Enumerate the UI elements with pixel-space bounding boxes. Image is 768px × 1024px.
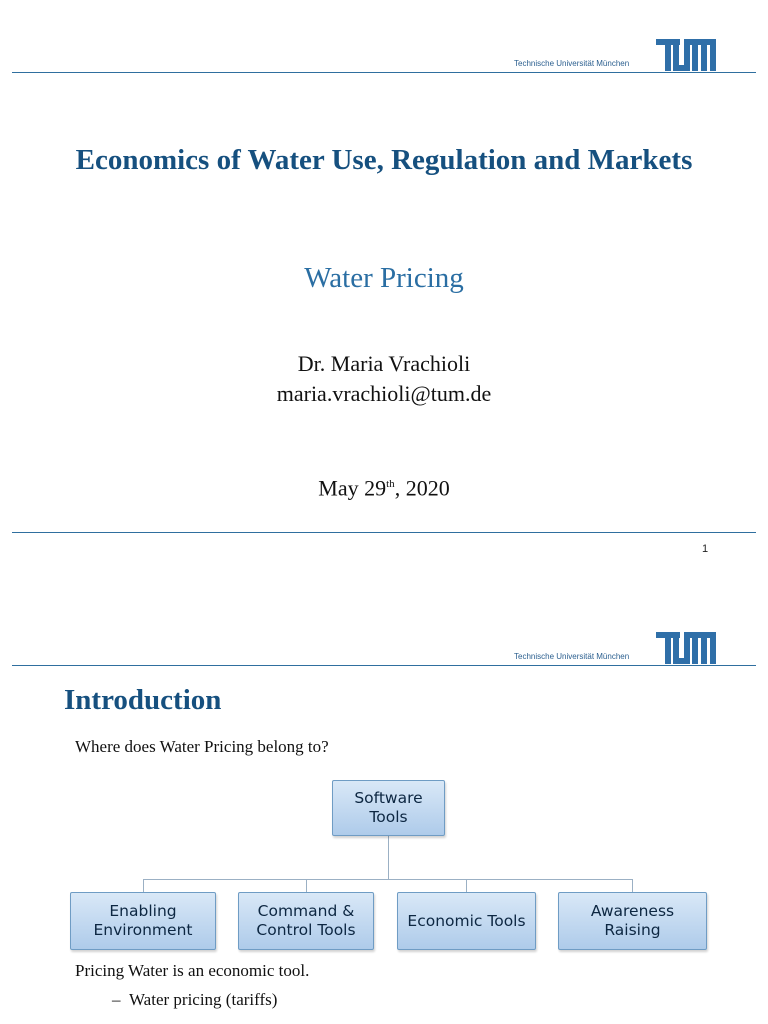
bullet-dash: –	[112, 990, 129, 1009]
connector-child-4	[632, 879, 633, 892]
connector-child-3	[466, 879, 467, 892]
presentation-title: Economics of Water Use, Regulation and Markets	[75, 144, 693, 176]
connector-child-1	[143, 879, 144, 892]
date-suffix: , 2020	[394, 475, 450, 501]
header-rule	[12, 72, 756, 73]
page-number: 1	[702, 543, 709, 555]
bullet-item	[112, 990, 277, 1010]
tum-logo	[656, 632, 716, 664]
node-software-tools: Software Tools	[332, 780, 445, 836]
connector-horizontal	[143, 879, 633, 880]
footer-rule	[12, 532, 756, 533]
university-name: Technische Universität München	[514, 59, 630, 68]
author-email: maria.vrachioli@tum.de	[276, 381, 492, 406]
author-name: Dr. Maria Vrachioli	[297, 351, 471, 376]
introduction-slide	[0, 600, 768, 1024]
tum-logo	[656, 39, 716, 71]
presentation-date	[0, 471, 768, 501]
slide-heading: Introduction	[64, 684, 222, 716]
node-economic-tools: Economic Tools	[397, 892, 536, 950]
connector-child-2	[306, 879, 307, 892]
node-command-control-tools: Command & Control Tools	[238, 892, 374, 950]
bullet-text: Water pricing (tariffs)	[129, 990, 278, 1009]
node-awareness-raising: Awareness Raising	[558, 892, 707, 950]
question-text: Where does Water Pricing belong to?	[75, 737, 329, 756]
node-enabling-environment: Enabling Environment	[70, 892, 216, 950]
connector-root-vertical	[388, 836, 389, 879]
presentation-subtitle: Water Pricing	[304, 262, 464, 294]
statement-text: Pricing Water is an economic tool.	[75, 961, 310, 980]
date-prefix: May 29	[318, 475, 387, 501]
header-rule	[12, 665, 756, 666]
university-name: Technische Universität München	[514, 652, 630, 661]
date-superscript: th	[386, 478, 395, 490]
